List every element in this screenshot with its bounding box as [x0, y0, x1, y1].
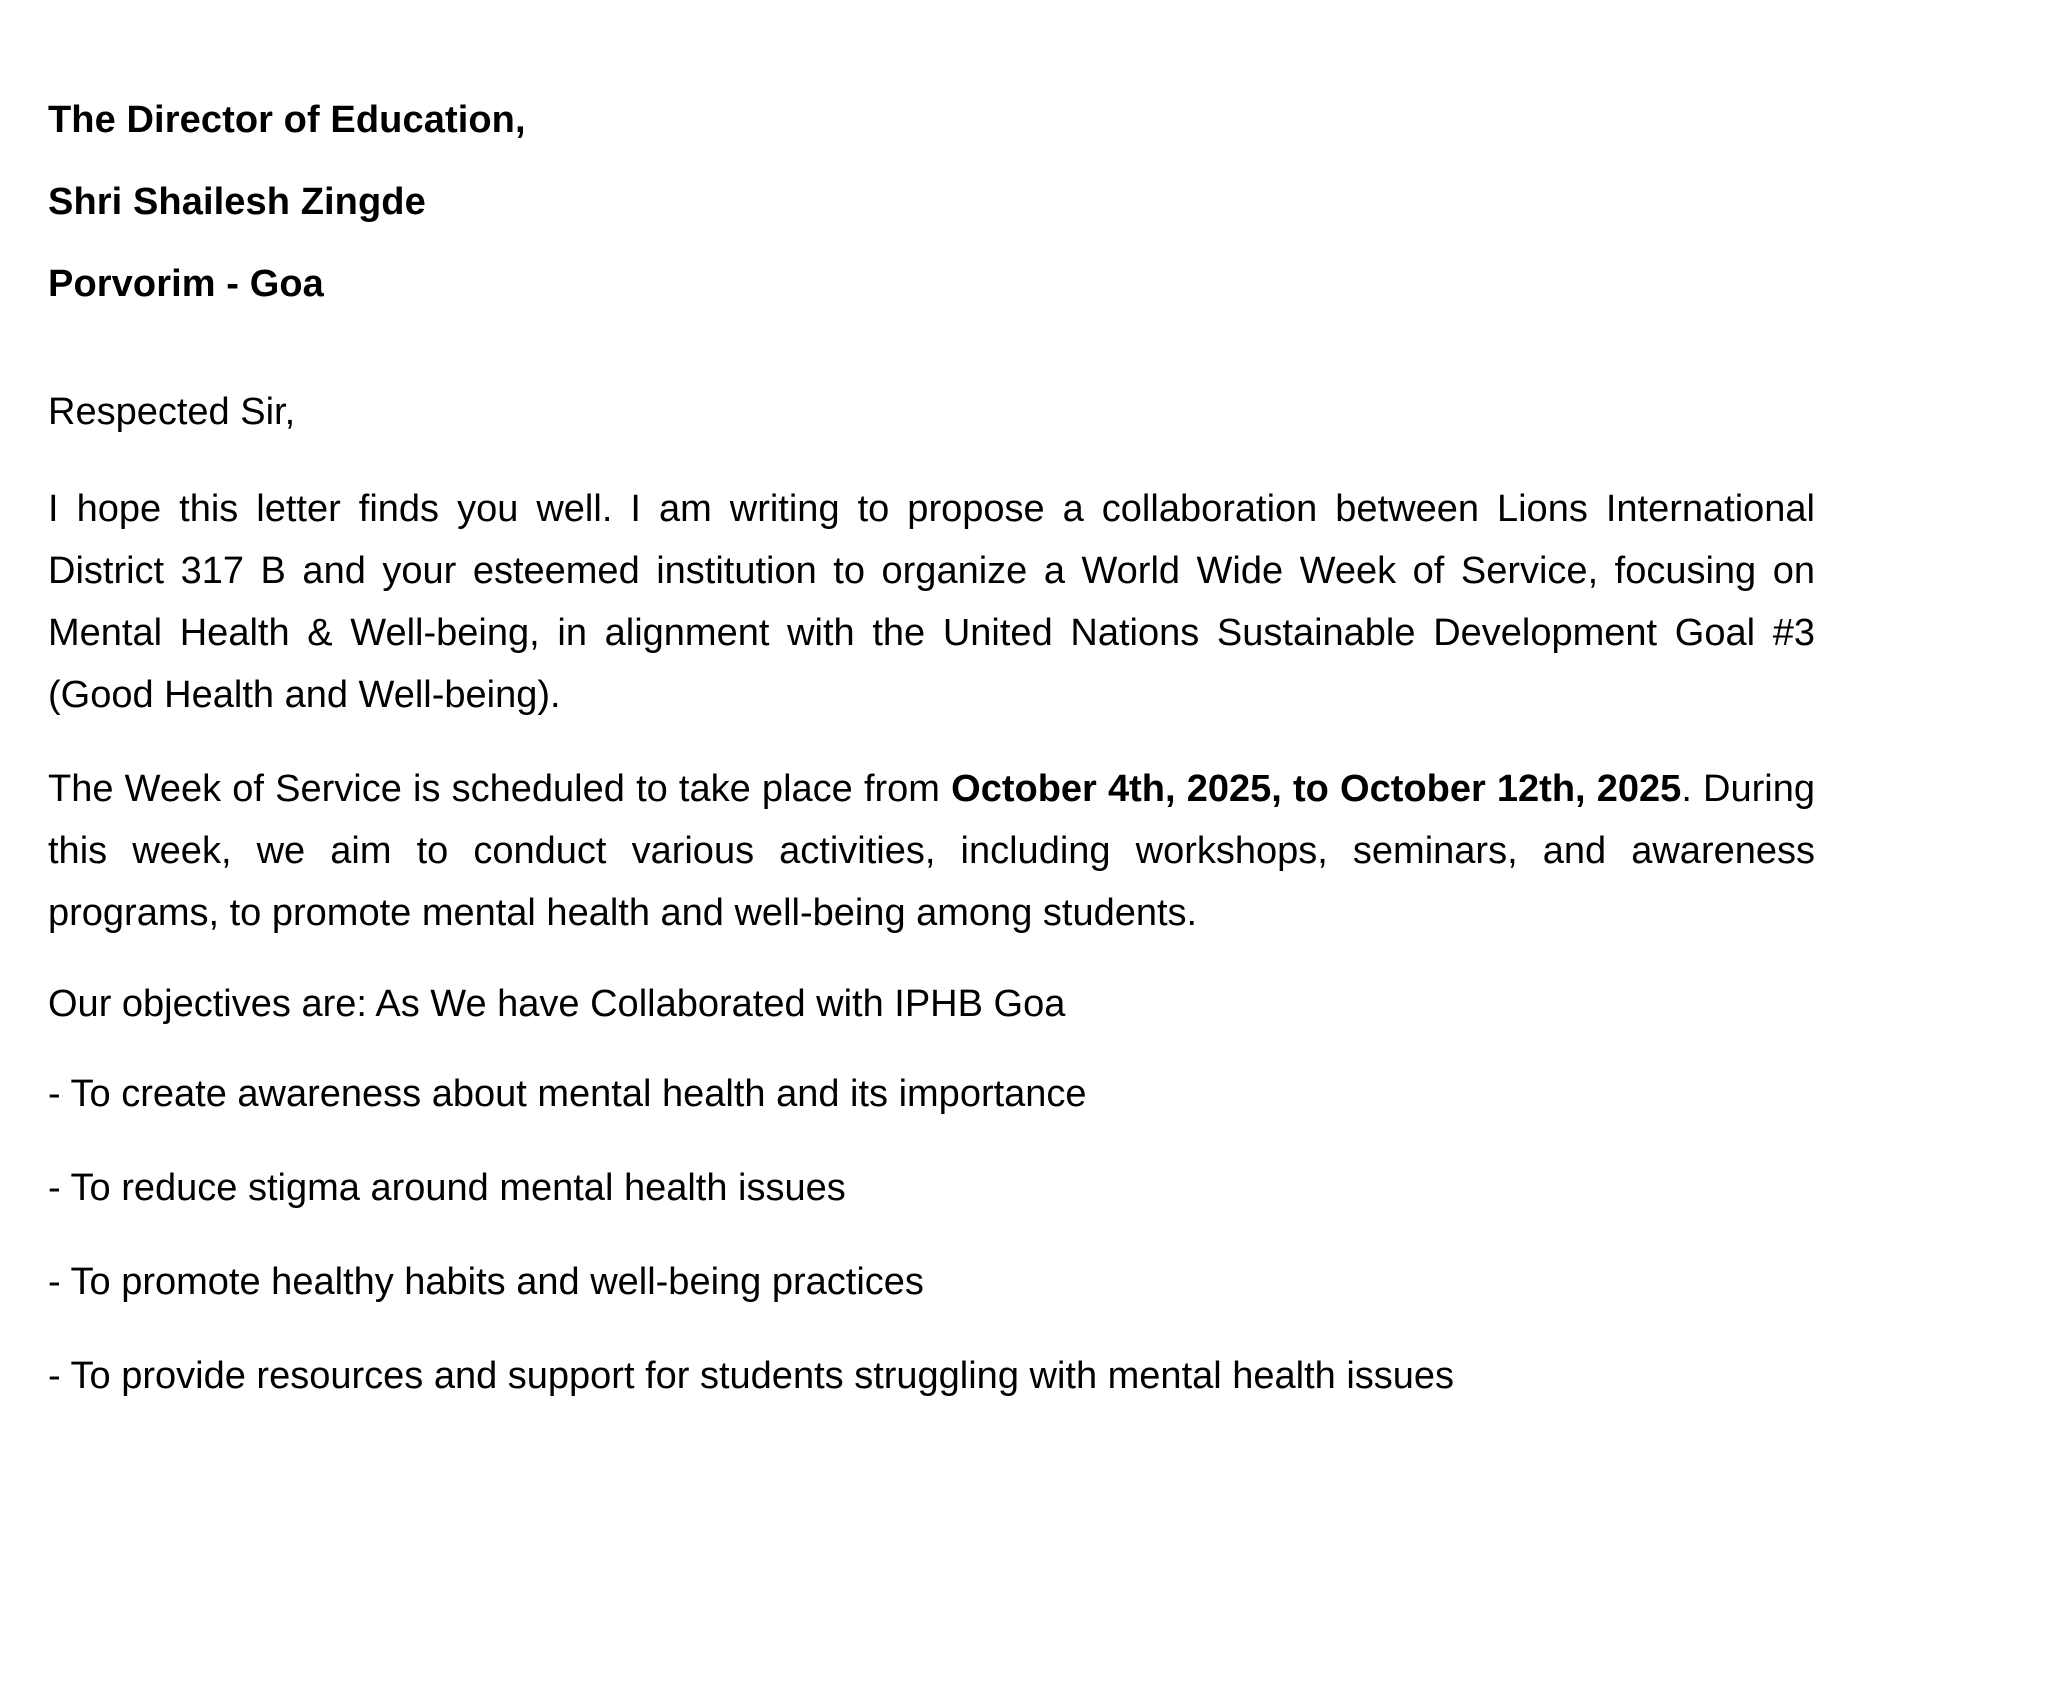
list-item-label: To promote healthy habits and well-being practices — [70, 1261, 924, 1303]
address-salutation-spacer — [48, 308, 1815, 386]
letter-body — [48, 0, 1815, 1404]
salutation: Respected Sir, — [48, 391, 296, 433]
list-item — [48, 1254, 1815, 1310]
list-item-label: To reduce stigma around mental health issues — [70, 1167, 846, 1209]
addressee-line-title: The Director of Education, — [48, 99, 526, 141]
addressee-block — [48, 96, 1815, 308]
list-item — [48, 1066, 1815, 1122]
bullet-dash-icon: - — [48, 1261, 71, 1303]
bullet-dash-icon: - — [48, 1073, 71, 1115]
body-text: The Week of Service is scheduled to take place from — [48, 768, 952, 810]
addressee-line-location: Porvorim - Goa — [48, 263, 324, 305]
list-item-label: To create awareness about mental health and its importance — [70, 1073, 1087, 1115]
list-item — [48, 1348, 1815, 1404]
bullet-dash-icon: - — [48, 1167, 71, 1209]
bullet-dash-icon: - — [48, 1355, 71, 1397]
objectives-intro: Our objectives are: As We have Collaborated with IPHB Goa — [48, 983, 1066, 1025]
list-item-label: To provide resources and support for students struggling with mental health issues — [70, 1355, 1455, 1397]
body-text: . During this week, we aim to conduct various activities, including workshops, seminars, and awareness programs, to promote mental health and well-being among students. — [48, 768, 1816, 934]
list-item — [48, 1160, 1815, 1216]
paragraph-intro — [48, 478, 1815, 726]
body-text: I hope this letter finds you well. I am writing to propose a collaboration between Lions International District 317 B and your esteemed institution to organize a World Wide Week of Service, focusing on Mental Health & Well-being, in alignment with the United Nations Sustainable Development Goal #3 (Good Health and Well-being). — [48, 488, 1815, 716]
emphasis-text: October 4th, 2025, to October 12th, 2025 — [951, 768, 1682, 810]
addressee-line-name: Shri Shailesh Zingde — [48, 181, 426, 223]
objectives-list — [48, 1066, 1815, 1404]
paragraph-schedule — [48, 758, 1815, 944]
body-paragraphs — [48, 478, 1815, 944]
